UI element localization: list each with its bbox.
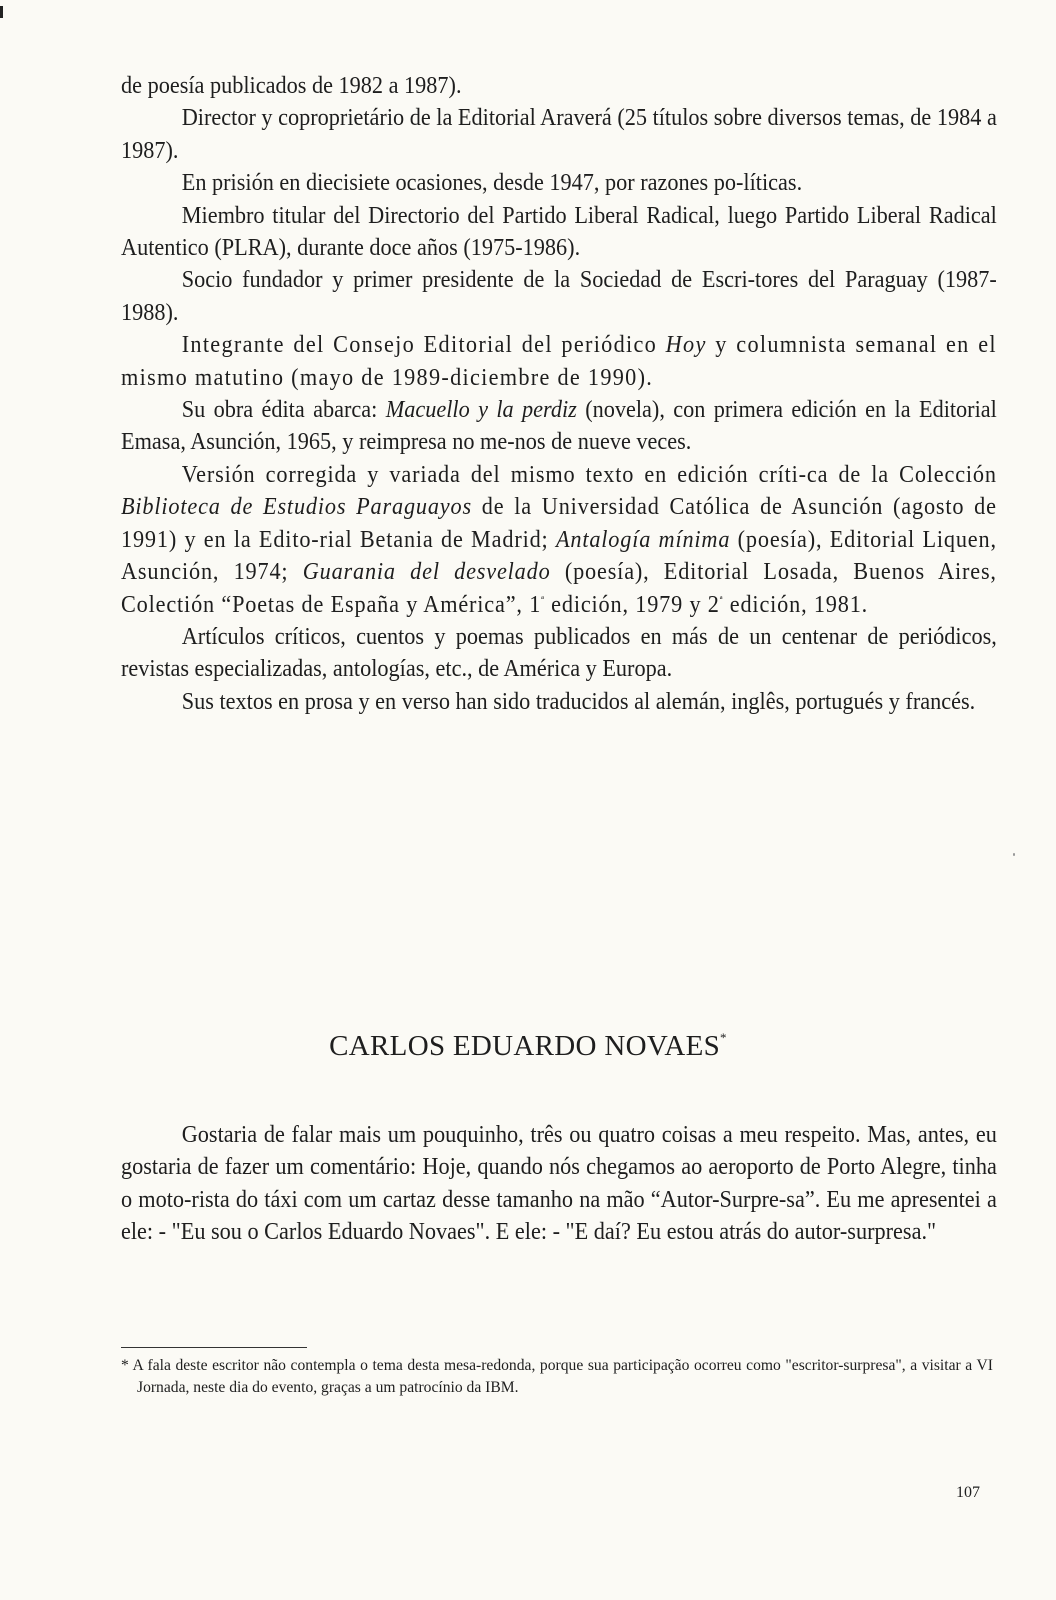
footnote-mark: * xyxy=(121,1357,129,1374)
book-title: Macuello y la perdiz xyxy=(385,396,577,424)
speech-section xyxy=(121,1119,997,1249)
text-run: edición, 1981. xyxy=(723,590,869,618)
text-run: Integrante del Consejo Editorial del periódico xyxy=(181,331,666,359)
collection-title: Biblioteca de Estudios Paraguayos xyxy=(121,493,472,521)
text-run: de la Universidad Católica de Asunción (agosto de 1991) y en la Edito-rial Betania de Madrid; xyxy=(121,493,997,553)
paragraph: de poesía publicados de 1982 a 1987). xyxy=(121,72,462,99)
paragraph: Miembro titular del Directorio del Partido Liberal Radical, luego Partido Liberal Radical Autentico (PLRA), durante doce años (1975-1986). xyxy=(121,201,997,262)
text-run: (poesía), Editorial Losada, Buenos Aires, Colectión “Poetas de España y América”, 1 xyxy=(121,558,997,618)
newspaper-title: Hoy xyxy=(665,331,707,359)
ordinal-mark: ª xyxy=(541,593,545,606)
text-run: Su obra édita abarca: xyxy=(181,396,386,424)
paragraph: Director y coproprietário de la Editorial Araverá (25 títulos sobre diversos temas, de 1984 a 1987). xyxy=(121,104,997,164)
book-title: Guarania del desvelado xyxy=(302,558,551,586)
scan-speck xyxy=(1013,853,1015,856)
text-run: (novela), con primera edición en la Editorial Emasa, Asunción, 1965, y reimpresa no me-nos de nueve veces. xyxy=(121,396,997,456)
biography-section xyxy=(121,70,997,718)
paragraph: Sus textos en prosa y en verso han sido traducidos al alemán, inglês, portugués y francés. xyxy=(181,687,976,715)
heading-text: CARLOS EDUARDO NOVAES xyxy=(329,1030,721,1062)
footnote-divider xyxy=(121,1347,307,1348)
paragraph: Socio fundador y primer presidente de la Sociedad de Escri-tores del Paraguay (1987-1988). xyxy=(121,266,997,326)
section-heading xyxy=(0,1030,1056,1063)
paragraph: Artículos críticos, cuentos y poemas publicados en más de un centenar de periódicos, revistas especializadas, antologías, etc., de América y Europa. xyxy=(121,622,997,683)
text-run: edición, 1979 y 2 xyxy=(544,590,720,618)
footnote-reference: * xyxy=(720,1030,727,1045)
paragraph: En prisión en diecisiete ocasiones, desde 1947, por razones po-líticas. xyxy=(181,169,803,197)
footnote xyxy=(121,1355,993,1398)
paragraph xyxy=(121,329,997,394)
page-number: 107 xyxy=(956,1484,980,1501)
book-title: Antalogía mínima xyxy=(555,525,731,553)
paragraph: Gostaria de falar mais um pouquinho, três ou quatro coisas a meu respeito. Mas, antes, eu gostaria de fazer um comentário: Hoje, quando nós chegamos ao aeroporto de Porto Alegre, tinha o moto-rista do táxi com um cartaz desse tamanho na mão “Autor-Surpre-sa”. Eu me apresentei a ele: - "Eu sou o Carlos Eduardo Novaes". E ele: - "E daí? Eu estou atrás do autor-surpresa." xyxy=(121,1121,997,1246)
footnote-text: A fala deste escritor não contempla o tema desta mesa-redonda, porque sua participação ocorreu como "escritor-surpresa", a visitar a VI Jornada, neste dia do evento, graças a um patrocínio da IBM. xyxy=(128,1357,993,1396)
text-run: (poesía), Editorial Liquen, Asunción, 1974; xyxy=(121,525,997,586)
text-run: Versión corregida y variada del mismo texto en edición críti-ca de la Colección xyxy=(181,460,997,488)
text-run: y columnista semanal en el mismo matutino (mayo de 1989-diciembre de 1990). xyxy=(121,331,997,391)
paragraph xyxy=(121,394,997,459)
paragraph xyxy=(121,459,997,621)
ordinal-mark: ª xyxy=(719,593,724,606)
scan-edge-mark xyxy=(0,6,3,18)
